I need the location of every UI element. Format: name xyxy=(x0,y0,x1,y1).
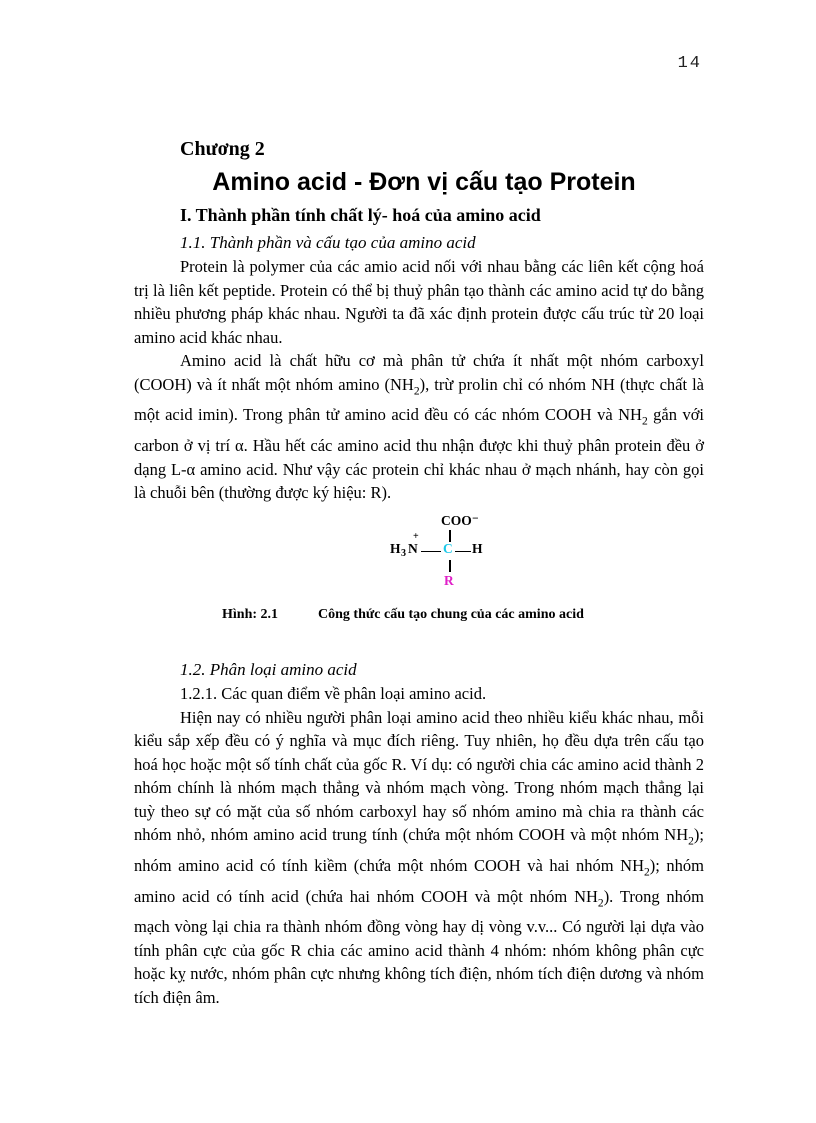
subsection-heading-1-2: 1.2. Phân loại amino acid xyxy=(180,659,357,679)
bond-left xyxy=(421,551,441,553)
amino-acid-structural-formula xyxy=(390,513,500,593)
amino-h: H xyxy=(390,540,401,556)
subsection-heading-1-1: 1.1. Thành phần và cấu tạo của amino acid xyxy=(180,233,476,252)
paragraph-amino-acid-definition: Amino acid là chất hữu cơ mà phân tử chứa ít nhất một nhóm carboxyl (COOH) và ít nhất một nhóm amino $(NH_2)$, trừ prolin chỉ có nhóm NH (thực chất là một acid imin). Trong phân tử amino acid đều có các nhóm COOH và $NH_2$ gắn với carbon ở vị trí α. Hầu hết các amino acid thu nhận được khi thuỷ phân protein đều ở dạng L-α amino acid. Như vậy các protein chỉ khác nhau ở mạch nhánh, hay còn gọi là chuỗi bên (thường được ký hiệu: R). xyxy=(134,351,705,503)
carboxylate-group: COO⁻ xyxy=(441,512,479,528)
figure-caption xyxy=(222,605,704,625)
amino-n: N xyxy=(408,540,418,556)
side-chain-r: R xyxy=(444,572,454,588)
bond-bottom xyxy=(449,560,451,572)
paragraph-classification: Hiện nay có nhiều người phân loại amino acid theo nhiều kiểu khác nhau, mỗi kiểu sắp xếp đều có ý nghĩa và mục đích riêng. Tuy nhiên, họ đều dựa trên cấu tạo hoá học hoặc một số tính chất của gốc R. Ví dụ: có người chia các amino acid thành 2 nhóm chính là nhóm mạch thẳng và nhóm mạch vòng. Trong nhóm mạch thẳng lại tuỳ theo sự có mặt của số nhóm carboxyl hay số nhóm amino mà chia ra thành các nhóm nhỏ, nhóm amino acid trung tính (chứa một nhóm COOH và một nhóm $NH_2$); nhóm amino acid có tính kiềm (chứa một nhóm COOH và hai nhóm $NH_2$); nhóm amino acid có tính acid (chứa hai nhóm COOH và một nhóm $NH_2$). Trong nhóm mạch vòng lại chia ra thành nhóm đồng vòng hay dị vòng v.v... Có người lại dựa vào tính phân cực của gốc R chia các amino acid thành 4 nhóm: nhóm không phân cực hoặc kỵ nước, nhóm phân cực nhưng không tích điện, nhóm tích điện dương và nhóm tích điện âm. xyxy=(134,707,704,1007)
figure-label: Hình: 2.1 xyxy=(222,606,279,622)
alpha-carbon: C xyxy=(443,540,453,556)
bond-right xyxy=(455,551,471,553)
amino-plus: + xyxy=(413,530,419,542)
chapter-title: Amino acid - Đơn vị cấu tạo Protein xyxy=(212,168,636,196)
item-heading-1-2-1: 1.2.1. Các quan điểm về phân loại amino acid. xyxy=(180,683,487,703)
page-number: 14 xyxy=(677,54,702,73)
alpha-hydrogen: H xyxy=(472,540,483,556)
section-heading: I. Thành phần tính chất lý- hoá của amino acid xyxy=(180,205,541,225)
amino-h-subscript: 3 xyxy=(401,547,406,559)
figure-caption-text: Công thức cấu tạo chung của các amino acid xyxy=(318,606,584,622)
page-content xyxy=(134,136,704,1009)
chapter-label: Chương 2 xyxy=(180,138,265,160)
paragraph-protein-definition: Protein là polymer của các amio acid nối với nhau bằng các liên kết cộng hoá trị là liên kết peptide. Protein có thể bị thuỷ phân tạo thành các amino acid tự do bằng nhiều phương pháp khác nhau. Người ta đã xác định protein được cấu trúc từ 20 loại amino acid khác nhau. xyxy=(134,257,704,347)
